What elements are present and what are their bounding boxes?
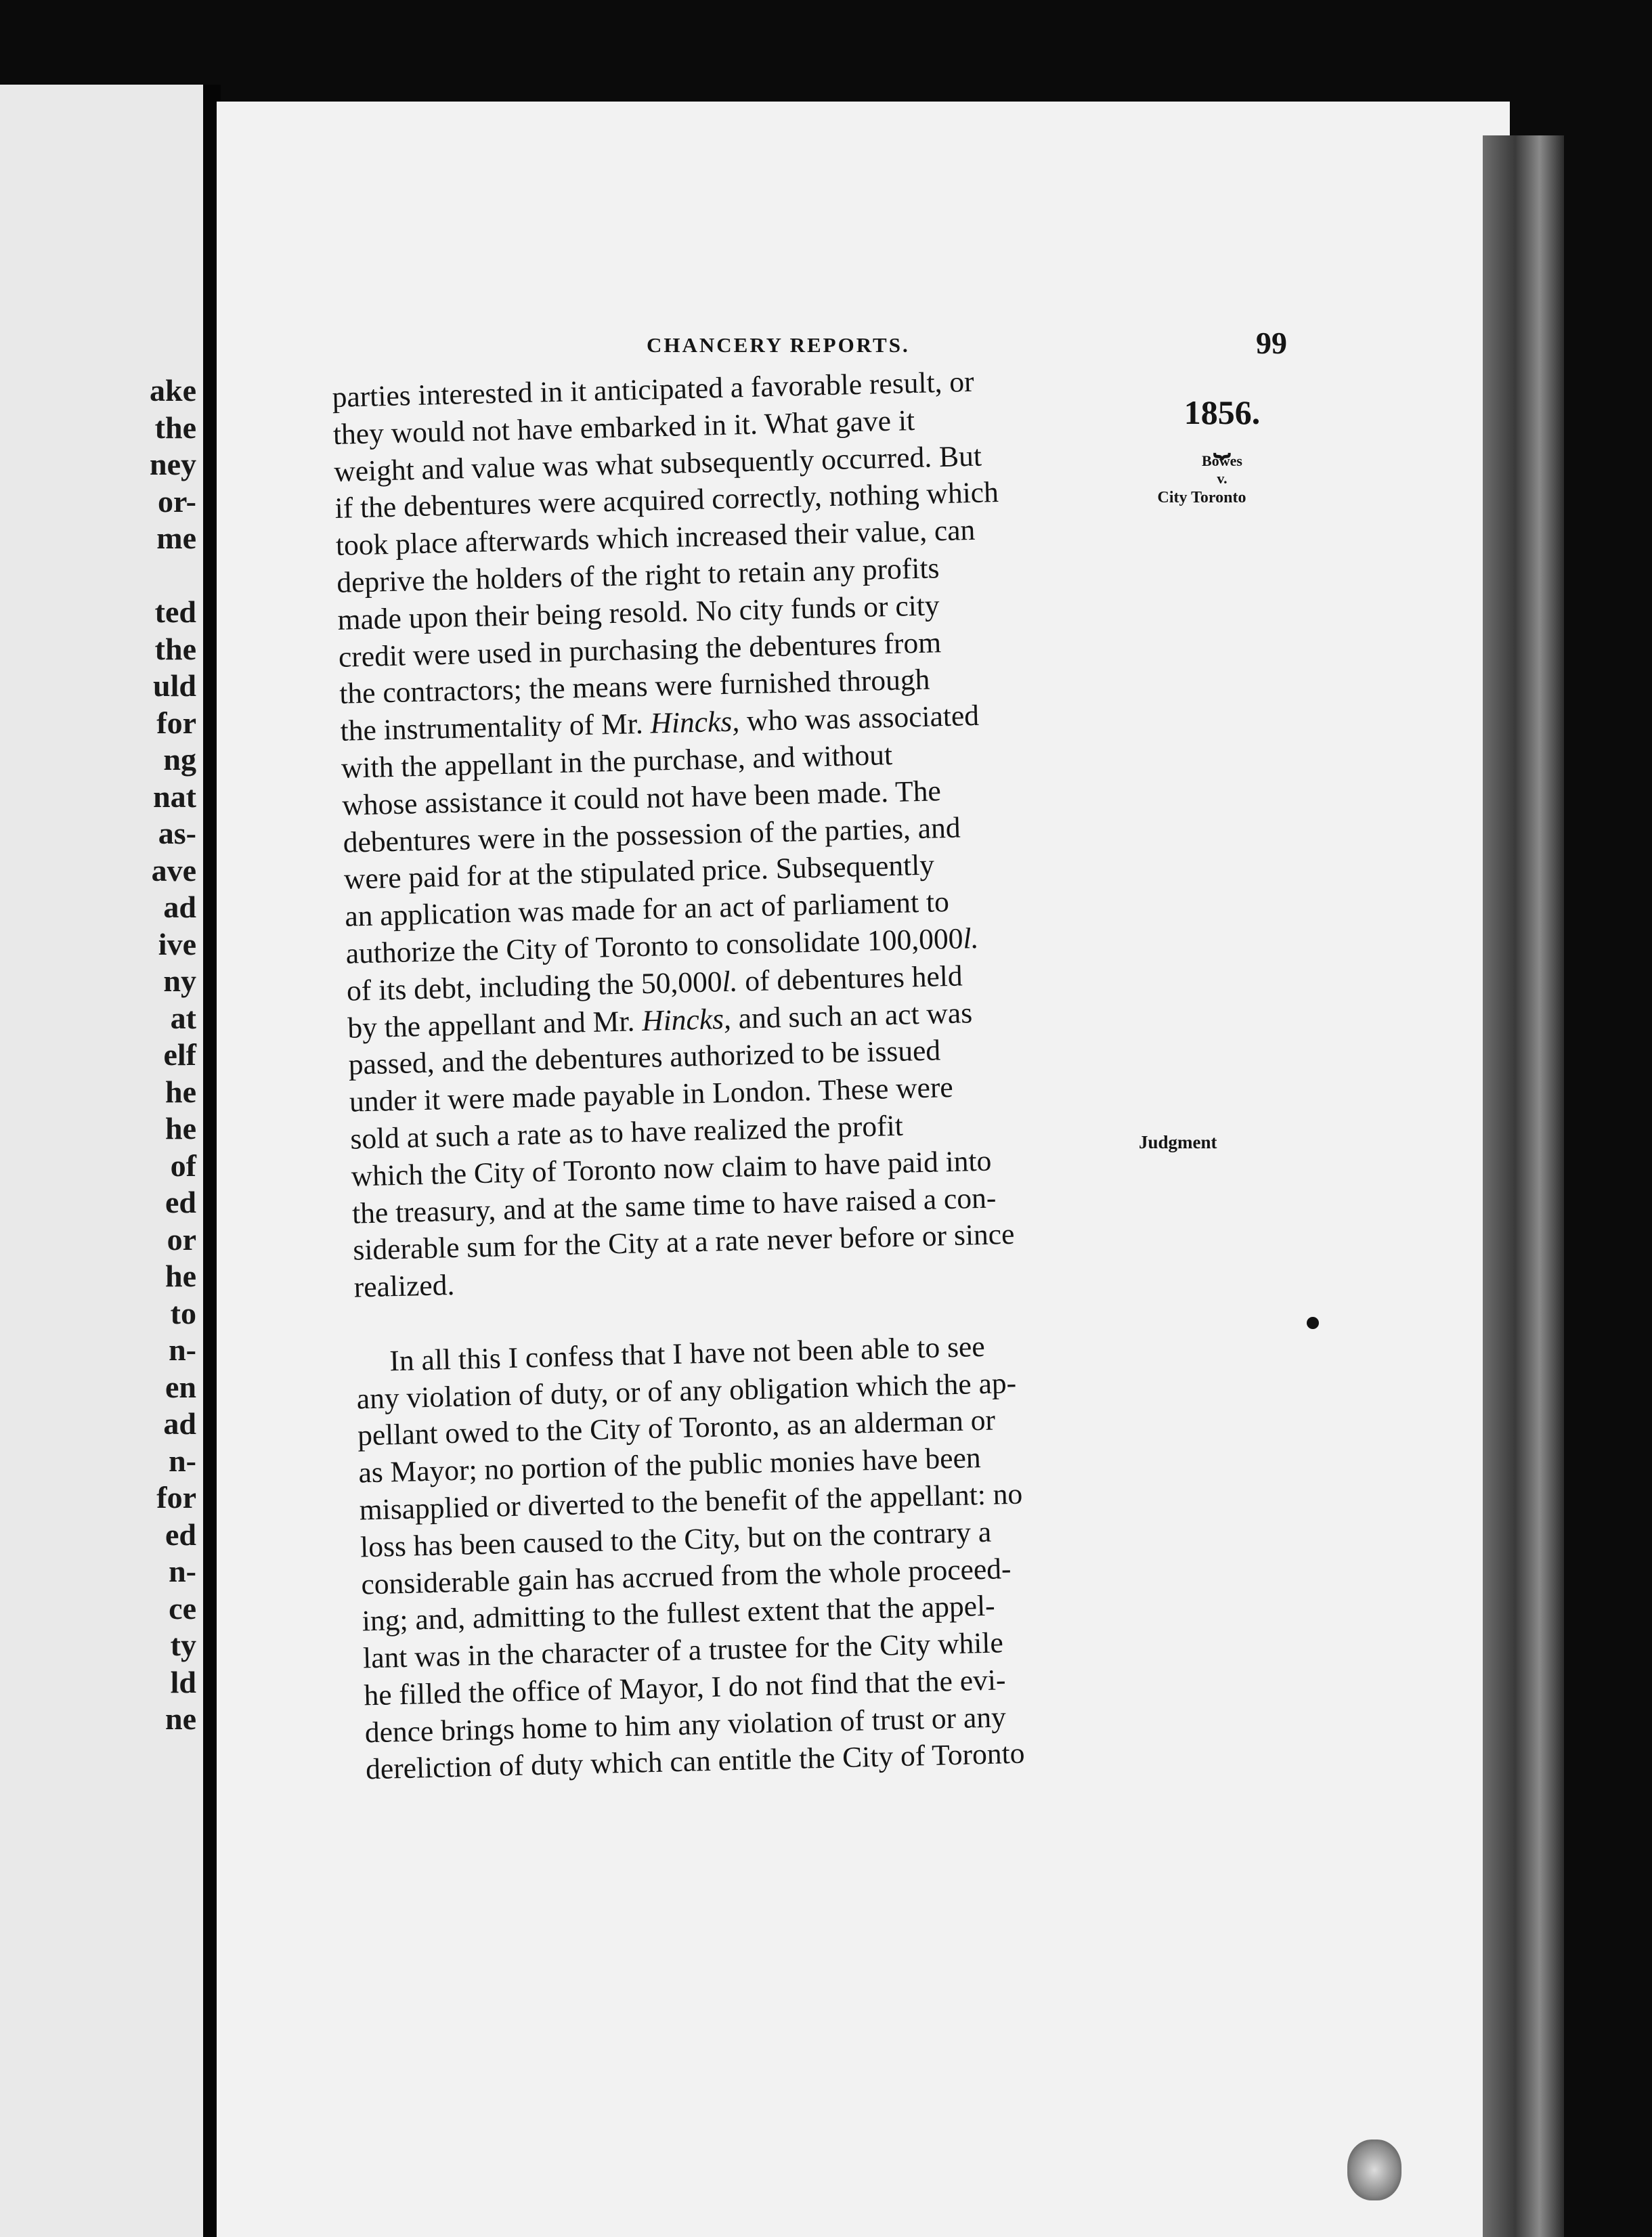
running-header: CHANCERY REPORTS. (647, 333, 910, 357)
margin-case-versus: v. (1217, 470, 1227, 487)
left-fragment: or (167, 1221, 196, 1257)
left-fragment: ive (158, 926, 196, 961)
margin-brace: ⏟ (1213, 427, 1231, 458)
text-segment: who was associated (746, 699, 980, 738)
text-segment: and such an act was (738, 996, 973, 1035)
name-hincks: Hincks, (649, 705, 740, 740)
margin-case-party-1: Bowes (1202, 452, 1242, 469)
text-line: ing; and, admitting to the fullest extent that the appel- (362, 1589, 996, 1638)
left-fragment: at (170, 1000, 196, 1035)
text-line: whose assistance it could not have been made. The (341, 774, 942, 822)
text-line: which the City of Toronto now claim to have paid into (351, 1144, 992, 1193)
left-fragment: ny (163, 963, 196, 998)
text-line: any violation of duty, or of any obligation which the ap- (356, 1366, 1017, 1416)
left-fragment: the (154, 410, 196, 445)
left-fragment: ney (150, 447, 196, 481)
text-line: debentures were in the possession of the parties, and (343, 811, 961, 859)
ink-speck (1307, 1317, 1319, 1329)
margin-year: 1856. (1183, 393, 1261, 431)
text-segment: of debentures held (744, 959, 963, 998)
text-line: passed, and the debentures authorized to be issued (348, 1034, 941, 1082)
text-line: credit were used in purchasing the debentures from (338, 626, 942, 674)
text-line: pellant owed to the City of Toronto, as an alderman or (357, 1404, 996, 1452)
text-line: the contractors; the means were furnished through (339, 663, 930, 711)
left-fragment: ld (170, 1664, 196, 1699)
left-fragment: ted (154, 594, 196, 629)
text-line: they would not have embarked in it. What gave it (332, 404, 915, 451)
left-fragment: ng (163, 742, 196, 777)
left-fragment: the (154, 631, 196, 666)
left-facing-page (0, 85, 203, 2237)
left-fragment: ce (169, 1590, 196, 1626)
margin-case-note (1151, 393, 1293, 508)
text-line: lant was in the character of a trustee for the City while (362, 1626, 1004, 1675)
left-fragment: ne (165, 1701, 196, 1736)
text-segment: by the appellant and Mr. (347, 1004, 635, 1045)
left-fragment: ed (165, 1517, 196, 1552)
margin-case-party-2: City Toronto (1157, 489, 1246, 506)
left-fragment: he (165, 1259, 196, 1293)
page-number: 99 (1256, 326, 1287, 360)
left-fragment: ad (163, 1406, 196, 1441)
left-fragment: ed (165, 1185, 196, 1219)
left-page-text-fragments (150, 372, 196, 1738)
left-fragment: he (165, 1111, 196, 1146)
text-line: were paid for at the stipulated price. Subsequently (343, 848, 935, 896)
text-line: considerable gain has accrued from the whole proceed- (360, 1552, 1012, 1601)
left-fragment: n- (169, 1332, 196, 1367)
name-hincks: Hincks, (641, 1002, 732, 1037)
left-fragment: or- (157, 483, 196, 519)
left-fragment: he (165, 1074, 196, 1109)
left-fragment: as- (158, 816, 196, 850)
page-edge-stack (1483, 135, 1564, 2237)
text-line: In all this I confess that I have not been able to see (389, 1330, 986, 1378)
left-fragment: ty (170, 1628, 196, 1662)
left-gap (150, 557, 196, 594)
left-fragment: me (156, 521, 196, 555)
text-line: took place afterwards which increased their value, can (335, 514, 976, 563)
text-line: as Mayor; no portion of the public monies have been (357, 1441, 982, 1490)
pound-symbol: l. (962, 921, 979, 955)
left-fragment: for (156, 705, 196, 740)
margin-judgment-label: Judgment (1139, 1132, 1217, 1152)
text-line: if the debentures were acquired correctly, nothing which (334, 476, 999, 525)
left-fragment: ad (163, 890, 196, 924)
text-line: dence brings home to him any violation of trust or any (364, 1700, 1007, 1750)
text-line: he filled the office of Mayor, I do not find that the evi- (363, 1664, 1006, 1712)
text-line: under it were made payable in London. These were (349, 1071, 954, 1118)
left-fragment: n- (169, 1554, 196, 1588)
left-fragment: to (170, 1295, 196, 1330)
left-fragment: en (165, 1369, 196, 1404)
text-line: parties interested in it anticipated a favorable result, or (332, 365, 975, 414)
text-line: realized. (353, 1269, 455, 1304)
text-line: sold at such a rate as to have realized the profit (349, 1109, 904, 1156)
text-line: with the appellant in the purchase, and without (341, 738, 893, 785)
text-line: misapplied or diverted to the benefit of the appellant: no (359, 1477, 1023, 1527)
text-segment: authorize the City of Toronto to consolidate 100,000 (345, 922, 963, 970)
body-text (332, 360, 1165, 1788)
left-fragment: of (170, 1148, 196, 1183)
left-fragment: ave (151, 852, 196, 888)
text-segment: of its debt, including the 50,000 (346, 965, 723, 1007)
pound-symbol: l. (721, 965, 739, 998)
left-fragment: nat (153, 779, 196, 814)
text-line: weight and value was what subsequently occurred. But (333, 439, 982, 488)
paper-blot (1347, 2140, 1401, 2200)
text-line: made upon their being resold. No city funds or city (337, 588, 940, 636)
text-line: loss has been caused to the City, but on the contrary a (360, 1515, 992, 1564)
left-fragment: n- (169, 1443, 196, 1478)
left-fragment: uld (153, 668, 196, 703)
text-line: dereliction of duty which can entitle the City of Toronto (365, 1737, 1025, 1786)
text-line: an application was made for an act of parliament to (344, 886, 950, 933)
left-fragment: elf (163, 1037, 196, 1072)
left-fragment: ake (150, 373, 196, 408)
text-segment: the instrumentality of Mr. (340, 708, 644, 748)
text-line: deprive the holders of the right to retain any profits (336, 552, 940, 599)
left-fragment: for (156, 1480, 196, 1515)
text-line: the treasury, and at the same time to have raised a con- (351, 1181, 997, 1230)
text-line: siderable sum for the City at a rate never before or since (352, 1218, 1015, 1267)
